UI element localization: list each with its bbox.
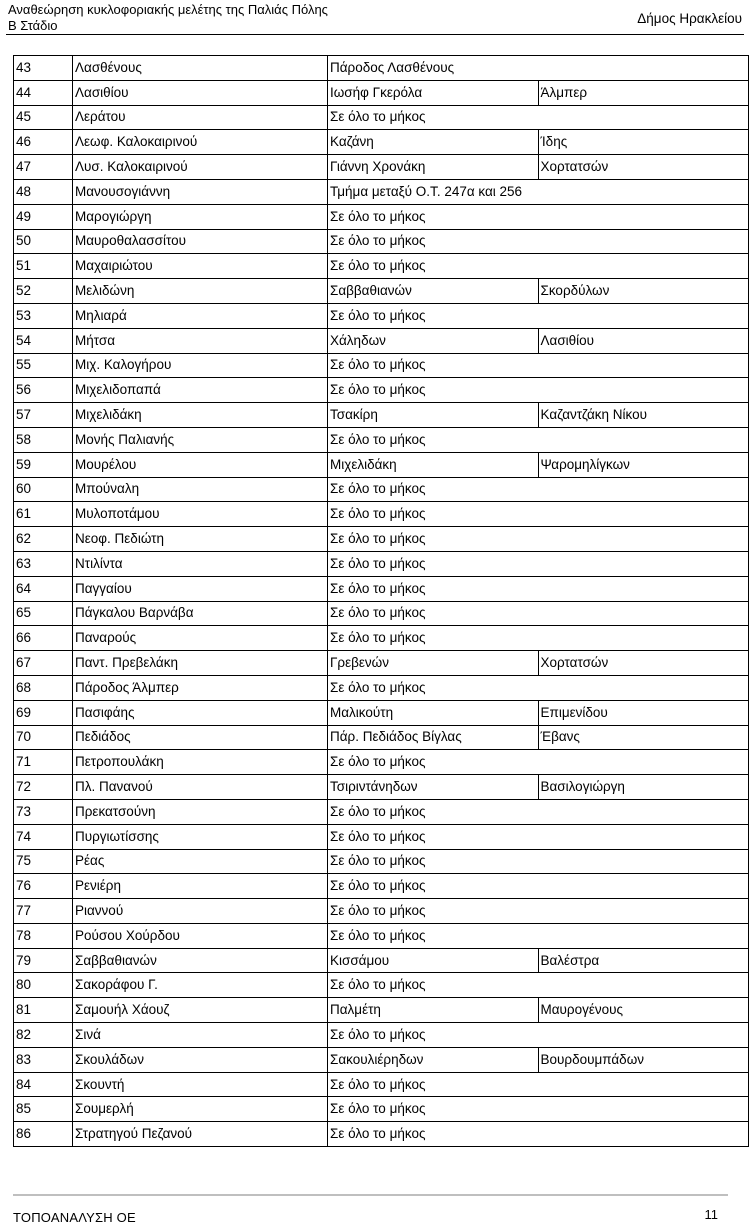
segment-from: Γιάννη Χρονάκη [328,155,539,180]
table-row [14,973,749,998]
row-number: 46 [14,130,73,155]
segment-from: Τσακίρη [328,403,539,428]
segment-to: Βασιλογιώργη [538,775,749,800]
row-number: 67 [14,651,73,676]
street-name: Πασιφάης [73,700,328,725]
row-number: 81 [14,998,73,1023]
street-name: Μηλιαρά [73,303,328,328]
street-segment: Σε όλο το μήκος [328,378,749,403]
street-segment: Σε όλο το μήκος [328,874,749,899]
header-title-line1: Αναθεώρηση κυκλοφοριακής μελέτης της Παλιάς Πόλης [8,2,328,17]
street-name: Σουμερλή [73,1097,328,1122]
row-number: 83 [14,1047,73,1072]
row-number: 73 [14,799,73,824]
street-segment: Σε όλο το μήκος [328,527,749,552]
segment-to: Επιμενίδου [538,700,749,725]
row-number: 56 [14,378,73,403]
street-name: Λεράτου [73,105,328,130]
table-row [14,353,749,378]
segment-from: Παλμέτη [328,998,539,1023]
header-title-line2: Β Στάδιο [8,18,58,33]
street-name: Μανουσογιάννη [73,179,328,204]
row-number: 84 [14,1072,73,1097]
segment-to: Μαυρογένους [538,998,749,1023]
street-name: Μαχαιριώτου [73,254,328,279]
row-number: 75 [14,849,73,874]
street-name: Λυσ. Καλοκαιρινού [73,155,328,180]
streets-table [13,55,749,1147]
street-segment: Σε όλο το μήκος [328,675,749,700]
header-municipality: Δήμος Ηρακλείου [637,11,742,26]
street-segment: Σε όλο το μήκος [328,973,749,998]
row-number: 85 [14,1097,73,1122]
segment-to: Καζαντζάκη Νίκου [538,403,749,428]
table-row [14,303,749,328]
row-number: 47 [14,155,73,180]
footer-divider [13,1194,728,1196]
street-name: Παναρούς [73,626,328,651]
segment-to: Βουρδουμπάδων [538,1047,749,1072]
row-number: 55 [14,353,73,378]
street-segment: Σε όλο το μήκος [328,1122,749,1147]
table-row [14,725,749,750]
row-number: 86 [14,1122,73,1147]
table-row [14,1047,749,1072]
row-number: 54 [14,328,73,353]
table-row [14,1122,749,1147]
segment-to: Σκορδύλων [538,279,749,304]
header-title [8,2,328,34]
table-row [14,56,749,81]
table-row [14,948,749,973]
street-name: Λασιθίου [73,80,328,105]
street-name: Πετροπουλάκη [73,750,328,775]
table-row [14,1097,749,1122]
table-row [14,899,749,924]
footer-company: ΤΟΠΟΑΝΑΛΥΣΗ ΟΕ [13,1210,136,1225]
street-segment: Σε όλο το μήκος [328,849,749,874]
street-segment: Σε όλο το μήκος [328,551,749,576]
segment-from: Μαλικούτη [328,700,539,725]
row-number: 58 [14,427,73,452]
segment-from: Γρεβενών [328,651,539,676]
row-number: 80 [14,973,73,998]
table-row [14,403,749,428]
table-row [14,130,749,155]
table-row [14,601,749,626]
row-number: 52 [14,279,73,304]
street-name: Πλ. Πανανού [73,775,328,800]
street-name: Ριαννού [73,899,328,924]
table-row [14,775,749,800]
segment-to: Χορτατσών [538,155,749,180]
segment-from: Χάληδων [328,328,539,353]
street-name: Λασθένους [73,56,328,81]
row-number: 69 [14,700,73,725]
street-name: Μουρέλου [73,452,328,477]
street-segment: Σε όλο το μήκος [328,799,749,824]
street-segment: Σε όλο το μήκος [328,601,749,626]
street-name: Μιχελιδάκη [73,403,328,428]
row-number: 71 [14,750,73,775]
street-name: Στρατηγού Πεζανού [73,1122,328,1147]
street-name: Μήτσα [73,328,328,353]
table-row [14,105,749,130]
table-row [14,824,749,849]
row-number: 57 [14,403,73,428]
street-segment: Σε όλο το μήκος [328,105,749,130]
street-segment: Πάροδος Λασθένους [328,56,749,81]
row-number: 51 [14,254,73,279]
street-segment: Σε όλο το μήκος [328,923,749,948]
street-segment: Τμήμα μεταξύ Ο.Τ. 247α και 256 [328,179,749,204]
row-number: 44 [14,80,73,105]
page-number: 11 [704,1207,718,1222]
street-name: Πρεκατσούνη [73,799,328,824]
row-number: 66 [14,626,73,651]
street-name: Μονής Παλιανής [73,427,328,452]
table-row [14,502,749,527]
street-name: Μπούναλη [73,477,328,502]
row-number: 68 [14,675,73,700]
street-segment: Σε όλο το μήκος [328,899,749,924]
segment-from: Μιχελιδάκη [328,452,539,477]
table-row [14,849,749,874]
table-row [14,1072,749,1097]
street-name: Μαυροθαλασσίτου [73,229,328,254]
table-row [14,998,749,1023]
row-number: 77 [14,899,73,924]
street-name: Σκουλάδων [73,1047,328,1072]
street-name: Παγγαίου [73,576,328,601]
row-number: 59 [14,452,73,477]
table-row [14,675,749,700]
table-row [14,700,749,725]
table-row [14,80,749,105]
street-segment: Σε όλο το μήκος [328,1097,749,1122]
street-segment: Σε όλο το μήκος [328,626,749,651]
row-number: 65 [14,601,73,626]
table-row [14,155,749,180]
table-row [14,874,749,899]
street-name: Μαρογιώργη [73,204,328,229]
street-name: Πεδιάδος [73,725,328,750]
street-segment: Σε όλο το μήκος [328,576,749,601]
table-row [14,527,749,552]
segment-to: Έβανς [538,725,749,750]
table-row [14,254,749,279]
segment-to: Χορτατσών [538,651,749,676]
header-divider [6,34,744,35]
street-name: Σινά [73,1023,328,1048]
street-segment: Σε όλο το μήκος [328,1023,749,1048]
row-number: 60 [14,477,73,502]
table-row [14,229,749,254]
row-number: 63 [14,551,73,576]
row-number: 49 [14,204,73,229]
street-name: Μελιδώνη [73,279,328,304]
row-number: 61 [14,502,73,527]
street-name: Ντιλίντα [73,551,328,576]
street-name: Σαββαθιανών [73,948,328,973]
segment-to: Ίδης [538,130,749,155]
table-row [14,452,749,477]
street-name: Σκουντή [73,1072,328,1097]
street-name: Μυλοποτάμου [73,502,328,527]
street-name: Πυργιωτίσσης [73,824,328,849]
segment-to: Λασιθίου [538,328,749,353]
table-row [14,477,749,502]
street-name: Πάγκαλου Βαρνάβα [73,601,328,626]
segment-to: Άλμπερ [538,80,749,105]
segment-from: Καζάνη [328,130,539,155]
row-number: 53 [14,303,73,328]
table-row [14,427,749,452]
street-segment: Σε όλο το μήκος [328,229,749,254]
segment-from: Τσιριντάνηδων [328,775,539,800]
table-row [14,204,749,229]
streets-table-body [14,56,749,1147]
street-name: Πάροδος Άλμπερ [73,675,328,700]
row-number: 82 [14,1023,73,1048]
street-name: Ρέας [73,849,328,874]
table-row [14,179,749,204]
street-name: Παντ. Πρεβελάκη [73,651,328,676]
street-segment: Σε όλο το μήκος [328,477,749,502]
segment-to: Βαλέστρα [538,948,749,973]
street-name: Νεοφ. Πεδιώτη [73,527,328,552]
row-number: 74 [14,824,73,849]
table-row [14,651,749,676]
street-name: Ρούσου Χούρδου [73,923,328,948]
segment-from: Σαββαθιανών [328,279,539,304]
row-number: 43 [14,56,73,81]
street-segment: Σε όλο το μήκος [328,353,749,378]
street-segment: Σε όλο το μήκος [328,750,749,775]
segment-from: Κισσάμου [328,948,539,973]
table-row [14,799,749,824]
row-number: 64 [14,576,73,601]
street-name: Μιχ. Καλογήρου [73,353,328,378]
table-row [14,576,749,601]
table-row [14,626,749,651]
street-name: Σαμουήλ Χάουζ [73,998,328,1023]
row-number: 48 [14,179,73,204]
row-number: 79 [14,948,73,973]
street-name: Ρενιέρη [73,874,328,899]
row-number: 76 [14,874,73,899]
street-segment: Σε όλο το μήκος [328,824,749,849]
street-segment: Σε όλο το μήκος [328,1072,749,1097]
table-row [14,551,749,576]
street-segment: Σε όλο το μήκος [328,254,749,279]
street-segment: Σε όλο το μήκος [328,427,749,452]
row-number: 50 [14,229,73,254]
row-number: 45 [14,105,73,130]
street-segment: Σε όλο το μήκος [328,502,749,527]
table-row [14,378,749,403]
street-segment: Σε όλο το μήκος [328,303,749,328]
street-name: Μιχελιδοπαπά [73,378,328,403]
table-row [14,279,749,304]
row-number: 78 [14,923,73,948]
street-name: Λεωφ. Καλοκαιρινού [73,130,328,155]
table-row [14,923,749,948]
segment-from: Ιωσήφ Γκερόλα [328,80,539,105]
street-name: Σακοράφου Γ. [73,973,328,998]
street-segment: Σε όλο το μήκος [328,204,749,229]
table-row [14,1023,749,1048]
row-number: 70 [14,725,73,750]
row-number: 72 [14,775,73,800]
segment-from: Σακουλιέρηδων [328,1047,539,1072]
table-row [14,750,749,775]
segment-to: Ψαρομηλίγκων [538,452,749,477]
segment-from: Πάρ. Πεδιάδος Βίγλας [328,725,539,750]
table-row [14,328,749,353]
row-number: 62 [14,527,73,552]
